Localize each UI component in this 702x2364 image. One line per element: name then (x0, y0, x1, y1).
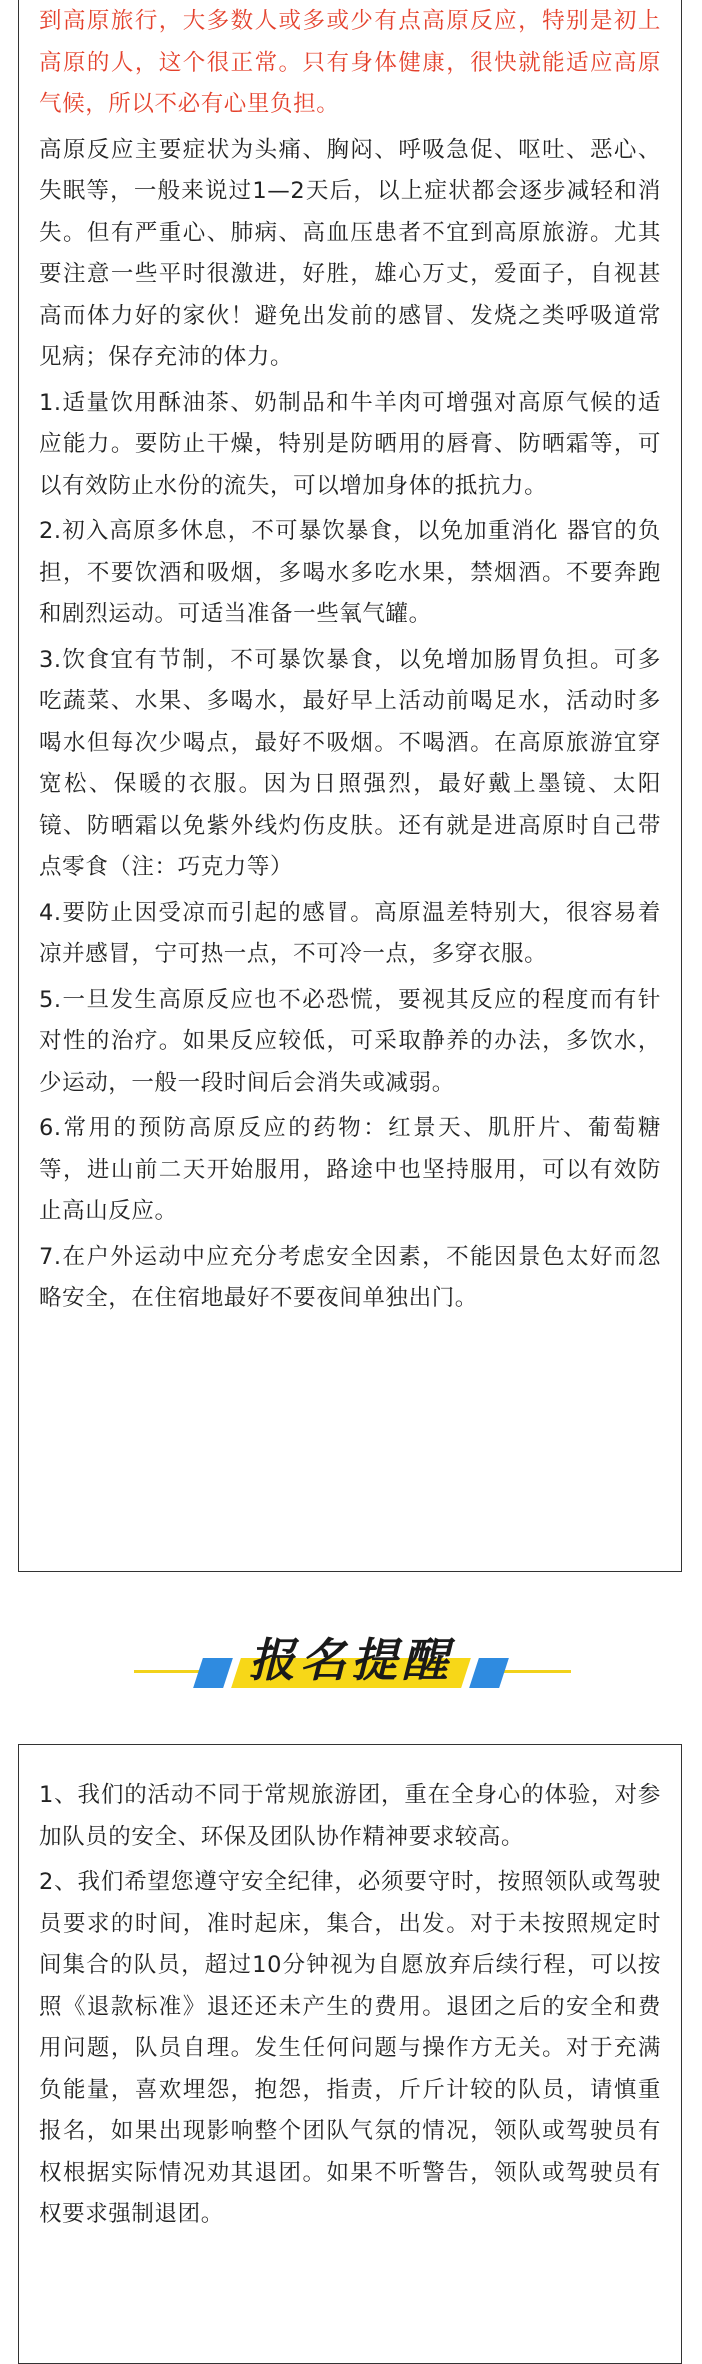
tip-item-7: 7.在户外运动中应充分考虑安全因素，不能因景色太好而忽略安全，在住宿地最好不要夜间单独出门。 (39, 1243, 661, 1311)
tip-item-6: 6.常用的预防高原反应的药物：红景天、肌肝片、葡萄糖等，进山前二天开始服用，路途中也坚持服用，可以有效防止高山反应。 (39, 1115, 661, 1224)
tip-item-2: 2.初入高原多休息，不可暴饮暴食，以免加重消化 器官的负担，不要饮酒和吸烟，多喝水多吃水果，禁烟酒。不要奔跑和剧烈运动。可适当准备一些氧气罐。 (39, 518, 661, 627)
tip-item-1: 1.适量饮用酥油茶、奶制品和牛羊肉可增强对高原气候的适应能力。要防止干燥，特别是防晒用的唇膏、防晒霜等，可以有效防止水份的流失，可以增加身体的抵抗力。 (39, 389, 661, 499)
tip-item-4: 4.要防止因受凉而引起的感冒。高原温差特别大，很容易着凉并感冒，宁可热一点，不可冷一点，多穿衣服。 (39, 899, 661, 967)
tip-item-3: 3.饮食宜有节制，不可暴饮暴食，以免增加肠胃负担。可多吃蔬菜、水果、多喝水，最好早上活动前喝足水，活动时多喝水但每次少喝点，最好不吸烟。不喝酒。在高原旅游宜穿宽松、保暖的衣服。因为日照强烈，最好戴上墨镜、太阳镜、防晒霜以免紫外线灼伤皮肤。还有就是进高原时自己带点零食（注：巧克力等） (39, 646, 661, 880)
reminder-item-1: 1、我们的活动不同于常规旅游团，重在全身心的体验，对参加队员的安全、环保及团队协作精神要求较高。 (39, 1782, 661, 1850)
intro-warning-text: 到高原旅行，大多数人或多或少有点高原反应，特别是初上高原的人，这个很正常。只有身体健康，很快就能适应高原气候，所以不必有心里负担。 (39, 8, 661, 117)
reminder-item-2: 2、我们希望您遵守安全纪律，必须要守时，按照领队或驾驶员要求的时间，准时起床，集合，出发。对于未按照规定时间集合的队员，超过10分钟视为自愿放弃后续行程，可以按照《退款标准》退还还未产生的费用。退团之后的安全和费用问题，队员自理。发生任何问题与操作方无关。对于充满负能量，喜欢埋怨，抱怨，指责，斤斤计较的队员，请慎重报名，如果出现影响整个团队气氛的情况，领队或驾驶员有权根据实际情况劝其退团。如果不听警告，领队或驾驶员有权要求强制退团。 (39, 1869, 661, 2227)
altitude-sickness-notes-box (18, 0, 682, 1572)
registration-reminder-heading (0, 1618, 702, 1708)
symptoms-text: 高原反应主要症状为头痛、胸闷、呼吸急促、呕吐、恶心、失眠等，一般来说过1—2天后，以上症状都会逐步减轻和消失。但有严重心、肺病、高血压患者不宜到高原旅游。尤其要注意一些平时很激进，好胜，雄心万丈，爱面子，自视甚高而体力好的家伙！避免出发前的感冒、发烧之类呼吸道常见病；保存充沛的体力。 (39, 136, 661, 370)
tip-item-5: 5.一旦发生高原反应也不必恐慌，要视其反应的程度而有针对性的治疗。如果反应较低，可采取静养的办法，多饮水，少运动，一般一段时间后会消失或减弱。 (39, 986, 661, 1096)
registration-reminder-box (18, 1744, 682, 2364)
section-title: 报名提醒 (249, 1633, 453, 1687)
